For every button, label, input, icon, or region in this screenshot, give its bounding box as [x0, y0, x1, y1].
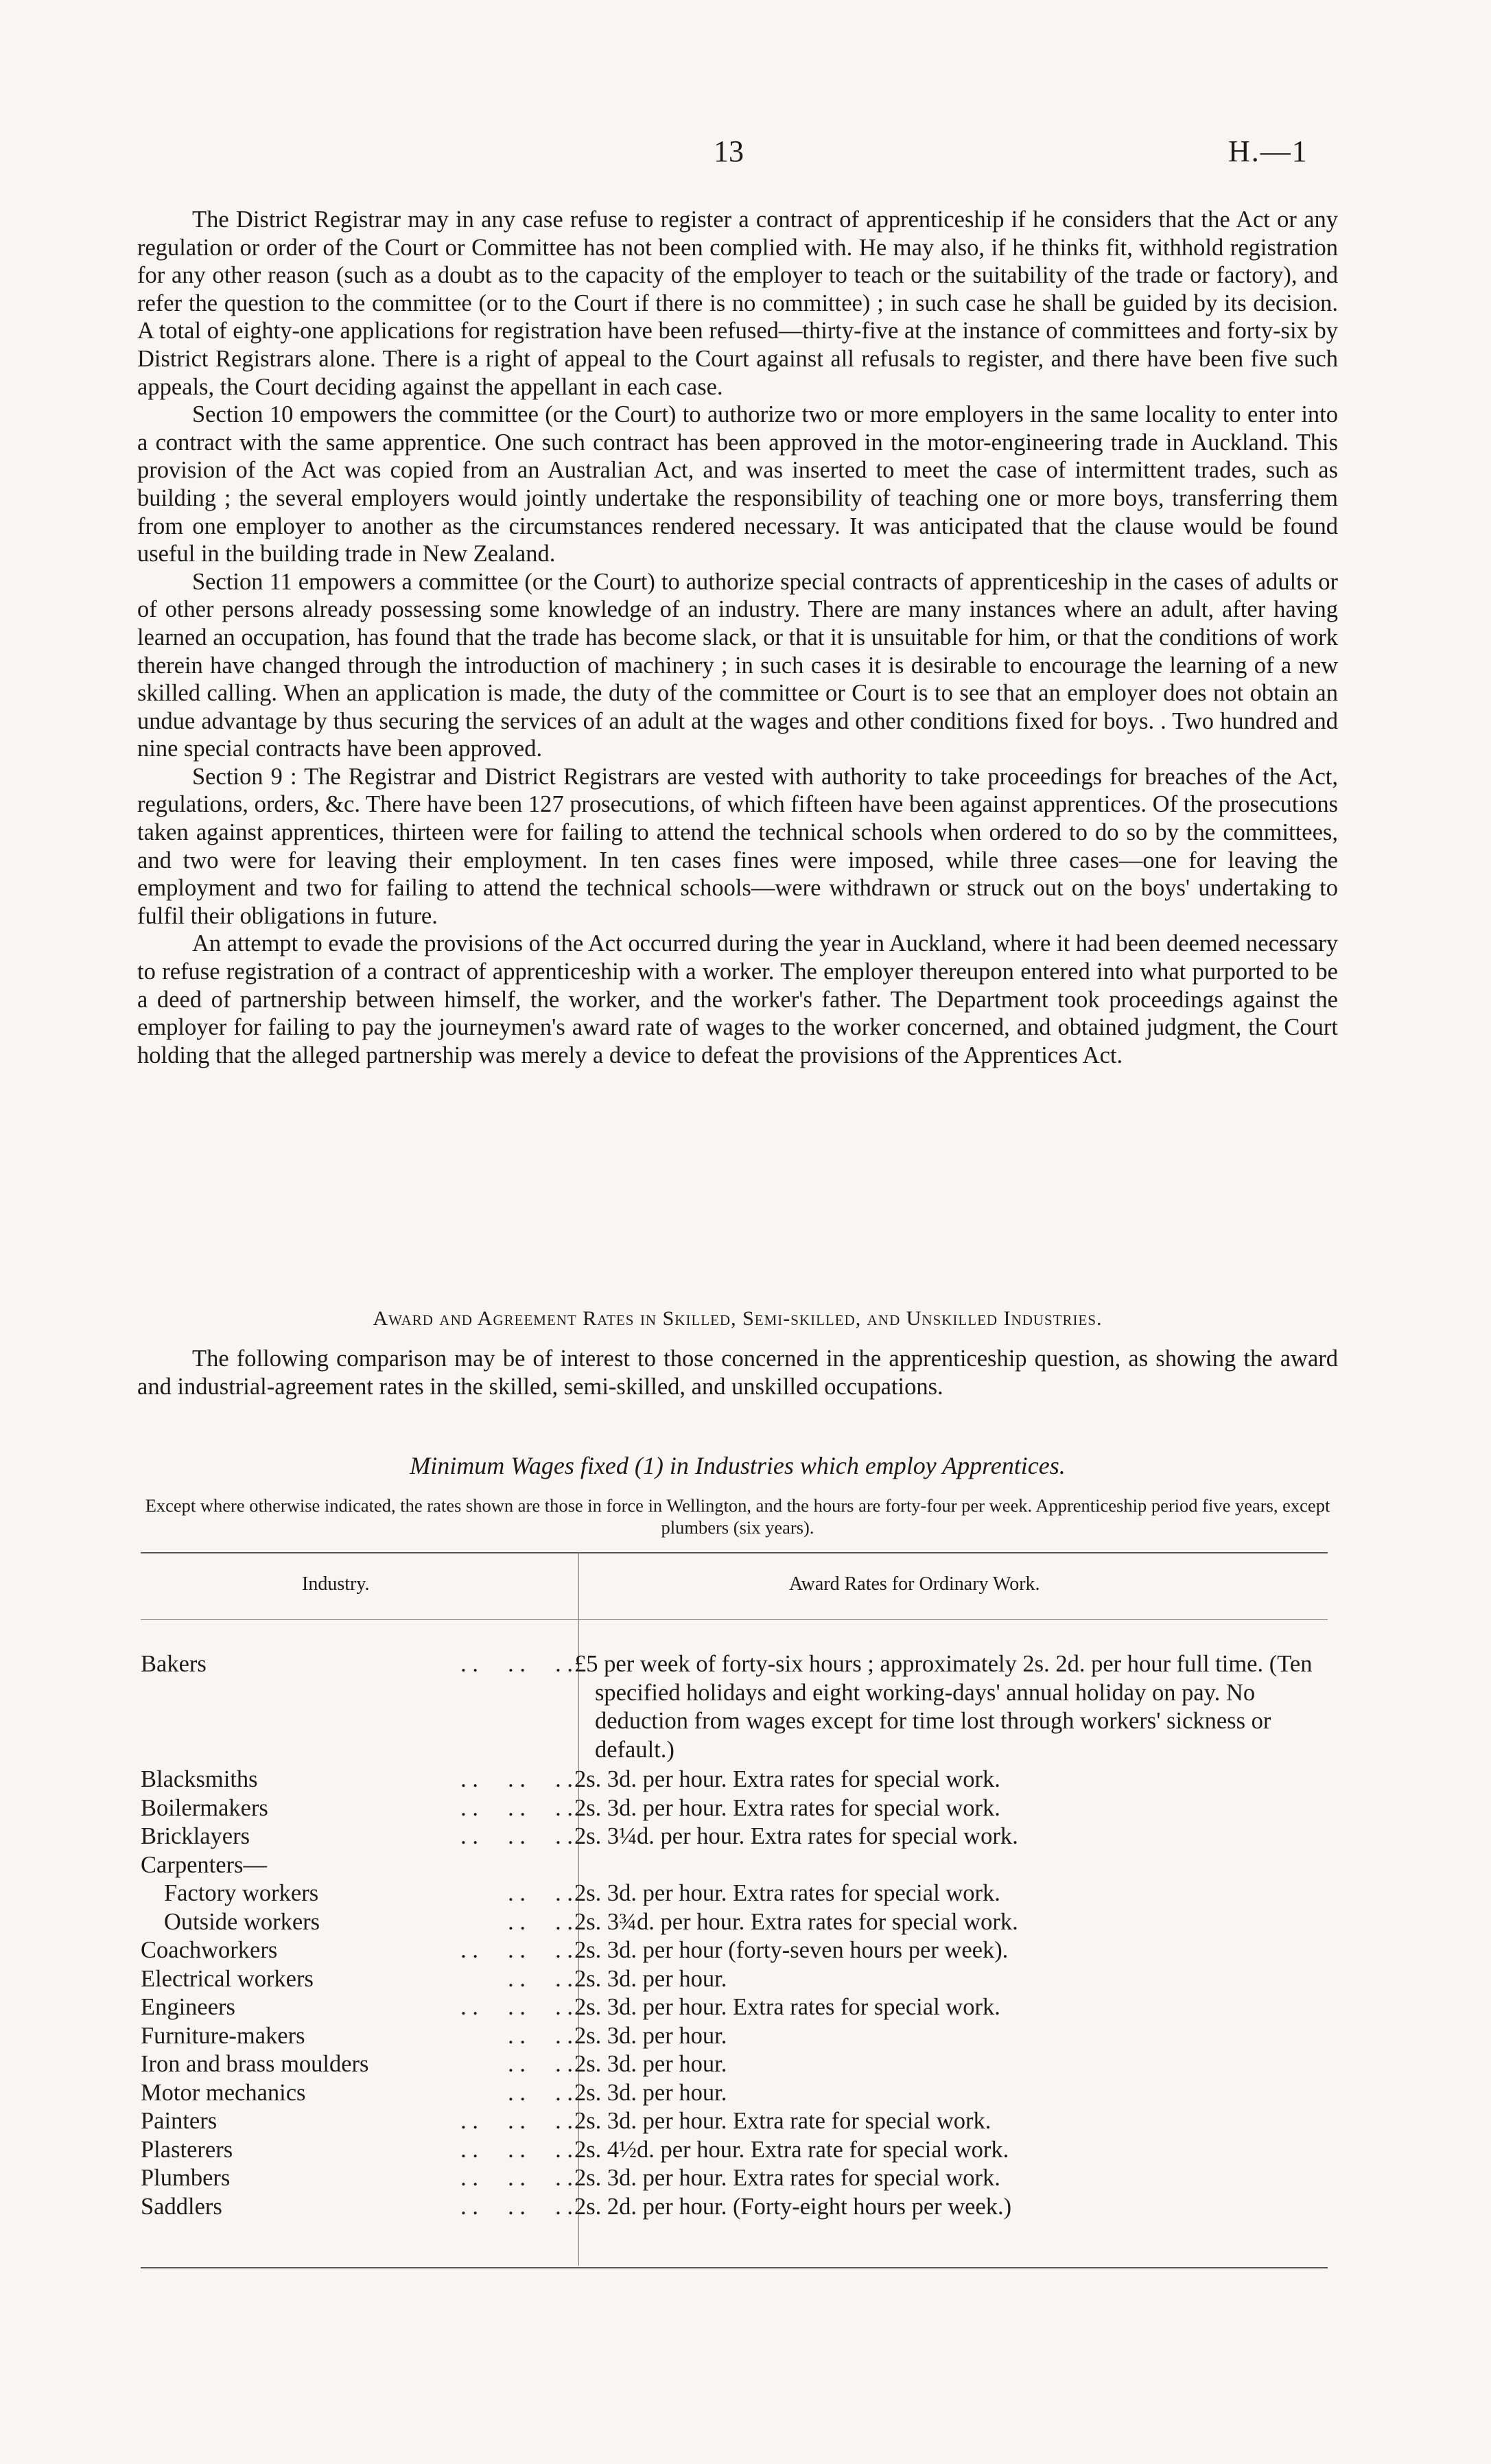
- leader-dots-holder: [141, 1965, 573, 1994]
- industry-cell: Blacksmiths: [141, 1766, 258, 1792]
- leader-dots: . . . .: [508, 1908, 573, 1935]
- industry-cell: Carpenters—: [141, 1851, 267, 1878]
- rate-cell: 2s. 3d. per hour.: [574, 2022, 727, 2049]
- industry-cell: Boilermakers: [141, 1794, 268, 1821]
- leader-dots-holder: [141, 1993, 573, 2022]
- leader-dots-holder: [141, 1879, 573, 1908]
- table-row: [141, 1879, 1341, 1908]
- rate-cell: 2s. 3d. per hour. Extra rates for special work.: [574, 1794, 1000, 1821]
- industry-cell: Plumbers: [141, 2165, 231, 2191]
- leader-dots-holder: [141, 2050, 573, 2079]
- table-row: [141, 1908, 1341, 1937]
- table-row: [141, 1794, 1341, 1823]
- table-top-rule: [141, 1552, 1328, 1553]
- table-row: [141, 2136, 1341, 2165]
- table-header-rule: [141, 1619, 1328, 1620]
- industry-cell: Painters: [141, 2108, 218, 2134]
- rate-cell: 2s. 3d. per hour. Extra rates for special work.: [574, 2165, 1000, 2191]
- section-intro: The following comparison may be of interest to those concerned in the apprenticeship question, as showing the award and industrial-agreement rates in the skilled, semi-skilled, and unskilled occupations.: [137, 1346, 1338, 1400]
- column-header-rates: Award Rates for Ordinary Work.: [789, 1573, 1040, 1595]
- table-row: [141, 1650, 1341, 1764]
- column-header-industry: Industry.: [302, 1573, 370, 1595]
- leader-dots-holder: [141, 1765, 573, 1794]
- rate-cell: 2s. 3d. per hour.: [574, 1965, 727, 1992]
- leader-dots-holder: [141, 1936, 573, 1965]
- section-heading: Award and Agreement Rates in Skilled, Semi-skilled, and Unskilled Industries.: [373, 1307, 1103, 1330]
- rate-cell: £5 per week of forty-six hours ; approximately 2s. 2d. per hour full time. (Ten specified holidays and eight working-days' annual holiday on pay. No deduction from wages except for time lost through workers' sickness or default.): [574, 1651, 1313, 1763]
- table-title: Minimum Wages fixed (1) in Industries which employ Apprentices.: [410, 1452, 1066, 1479]
- rate-cell: [559, 1851, 1341, 1880]
- leader-dots-holder: [141, 2107, 573, 2136]
- rate-cell: 2s. 3d. per hour.: [574, 2051, 727, 2077]
- table-row: [141, 2079, 1341, 2108]
- paragraph-evasion-attempt: An attempt to evade the provisions of the Act occurred during the year in Auckland, where it had been deemed necessary to refuse registration of a contract of apprenticeship with a worker. The employer thereupon entered into what purported to be a deed of partnership between himself, the worker, and the worker's father. The Department took proceedings against the employer for failing to pay the journeymen's award rate of wages to the worker concerned, and obtained judgment, the Court holding that the alleged partnership was merely a device to defeat the provisions of the Apprentices Act.: [137, 930, 1338, 1068]
- table-row: [141, 1822, 1341, 1851]
- industry-cell: Factory workers: [164, 1880, 319, 1906]
- industry-cell: Plasterers: [141, 2136, 233, 2163]
- rate-cell: 2s. 3¾d. per hour. Extra rates for special work.: [574, 1908, 1018, 1935]
- table-row: [141, 1851, 1341, 1880]
- leader-dots-holder: [141, 2193, 573, 2222]
- industry-cell: Saddlers: [141, 2193, 222, 2220]
- leader-dots: . . . . . .: [460, 2108, 573, 2134]
- industry-cell: Motor mechanics: [141, 2079, 306, 2106]
- rate-cell: 2s. 4½d. per hour. Extra rate for special work.: [574, 2136, 1009, 2163]
- industry-cell: Electrical workers: [141, 1965, 314, 1992]
- industry-cell: Outside workers: [164, 1908, 320, 1935]
- leader-dots: . . . .: [508, 1965, 573, 1992]
- rate-cell: 2s. 2d. per hour. (Forty-eight hours per week.): [574, 2193, 1012, 2220]
- leader-dots: . . . . . .: [460, 1766, 573, 1792]
- leader-dots: . . . . . .: [460, 1937, 573, 1963]
- leader-dots-holder: [141, 2022, 573, 2051]
- industry-cell: Bakers: [141, 1651, 207, 1677]
- leader-dots: . . . .: [508, 2079, 573, 2106]
- paragraph-section-11: Section 11 empowers a committee (or the Court) to authorize special contracts of apprenticeship in the cases of adults or of other persons already possessing some knowledge of an industry. There are many instances where an adult, after having learned an occupation, has found that the trade has become slack, or that it is unsuitable for him, or that the conditions of work therein have changed through the introduction of machinery ; in such cases it is desirable to encourage the learning of a new skilled calling. When an application is made, the duty of the committee or Court is to see that an employer does not obtain an undue advantage by thus securing the services of an adult at the wages and other conditions fixed for boys. . Two hundred and nine special contracts have been approved.: [137, 568, 1338, 762]
- rate-cell: 2s. 3¼d. per hour. Extra rates for special work.: [574, 1823, 1018, 1849]
- leader-dots: . . . . . .: [460, 1794, 573, 1821]
- table-row: [141, 2022, 1341, 2051]
- leader-dots: . . . . . .: [460, 1823, 573, 1849]
- leader-dots-holder: [141, 1822, 573, 1851]
- table-row: [141, 2107, 1341, 2136]
- industry-cell: Furniture-makers: [141, 2022, 305, 2049]
- industry-cell: Engineers: [141, 1994, 235, 2020]
- leader-dots: . . . . . .: [460, 1994, 573, 2020]
- rate-cell: 2s. 3d. per hour (forty-seven hours per week).: [574, 1937, 1009, 1963]
- leader-dots: . . . . . .: [460, 2165, 573, 2191]
- document-reference: H.—1: [1228, 134, 1308, 168]
- leader-dots-holder: [141, 1794, 573, 1823]
- table-row: [141, 1965, 1341, 1994]
- leader-dots: . . . .: [508, 1880, 573, 1906]
- body-text: [137, 206, 1338, 1069]
- table-row: [141, 1936, 1341, 1965]
- industry-cell: Coachworkers: [141, 1937, 278, 1963]
- leader-dots-holder: [141, 2079, 573, 2108]
- table-row: [141, 1765, 1341, 1794]
- leader-dots: . . . . . .: [460, 2136, 573, 2163]
- paragraph-section-10: Section 10 empowers the committee (or the Court) to authorize two or more employers in the same locality to enter into a contract with the same apprentice. One such contract has been approved in the motor-engineering trade in Auckland. This provision of the Act was copied from an Australian Act, and was inserted to meet the case of intermittent trades, such as building ; the several employers would jointly undertake the responsibility of teaching one or more boys, transferring them from one employer to another as the circumstances rendered necessary. It was anticipated that the clause would be found useful in the building trade in New Zealand.: [137, 401, 1338, 567]
- paragraph-registrar-refusal: The District Registrar may in any case refuse to register a contract of apprenticeship if he considers that the Act or any regulation or order of the Court or Committee has not been complied with. He may also, if he thinks fit, withhold registration for any other reason (such as a doubt as to the capacity of the employer to teach or the suitability of the trade or factory), and refer the question to the committee (or to the Court if there is no committee) ; in such case he shall be guided by its decision. A total of eighty-one applications for registration have been refused—thirty-five at the instance of committees and forty-six by District Registrars alone. There is a right of appeal to the Court against all refusals to register, and there have been five such appeals, the Court deciding against the appellant in each case.: [137, 207, 1338, 400]
- table-bottom-rule: [141, 2267, 1328, 2268]
- leader-dots-holder: [141, 2164, 573, 2193]
- table-row: [141, 1993, 1341, 2022]
- leader-dots: . . . .: [508, 2051, 573, 2077]
- rate-cell: 2s. 3d. per hour. Extra rates for special work.: [574, 1766, 1000, 1792]
- industry-cell: Iron and brass moulders: [141, 2051, 369, 2077]
- leader-dots-holder: [141, 1908, 573, 1937]
- rate-cell: 2s. 3d. per hour.: [574, 2079, 727, 2106]
- leader-dots-holder: [141, 2136, 573, 2165]
- wage-table-body: [141, 1650, 1341, 2221]
- paragraph-section-9: Section 9 : The Registrar and District Registrars are vested with authority to take proceedings for breaches of the Act, regulations, orders, &c. There have been 127 prosecutions, of which fifteen have been against apprentices. Of the prosecutions taken against apprentices, thirteen were for failing to attend the technical schools when ordered to do so by the committees, and two were for leaving their employment. In ten cases fines were imposed, while three cases—one for leaving the employment and two for failing to attend the technical schools—were withdrawn or struck out on the boys' undertaking to fulfil their obligations in future.: [137, 763, 1338, 929]
- page-number: 13: [714, 134, 744, 168]
- table-row: [141, 2050, 1341, 2079]
- leader-dots: . . . . . .: [460, 2193, 573, 2220]
- industry-cell: Bricklayers: [141, 1823, 250, 1849]
- rate-cell: 2s. 3d. per hour. Extra rates for special work.: [574, 1994, 1000, 2020]
- table-row: [141, 2164, 1341, 2193]
- rate-cell: 2s. 3d. per hour. Extra rates for special work.: [574, 1880, 1000, 1906]
- leader-dots: . . . . . .: [460, 1651, 573, 1677]
- table-note: Except where otherwise indicated, the rates shown are those in force in Wellington, and the hours are forty-four per week. Apprenticeship period five years, except plumbers (six years).: [145, 1495, 1330, 1538]
- rate-cell: 2s. 3d. per hour. Extra rate for special work.: [574, 2108, 991, 2134]
- leader-dots-holder: [141, 1650, 573, 1679]
- leader-dots: . . . .: [508, 2022, 573, 2049]
- table-row: [141, 2193, 1341, 2222]
